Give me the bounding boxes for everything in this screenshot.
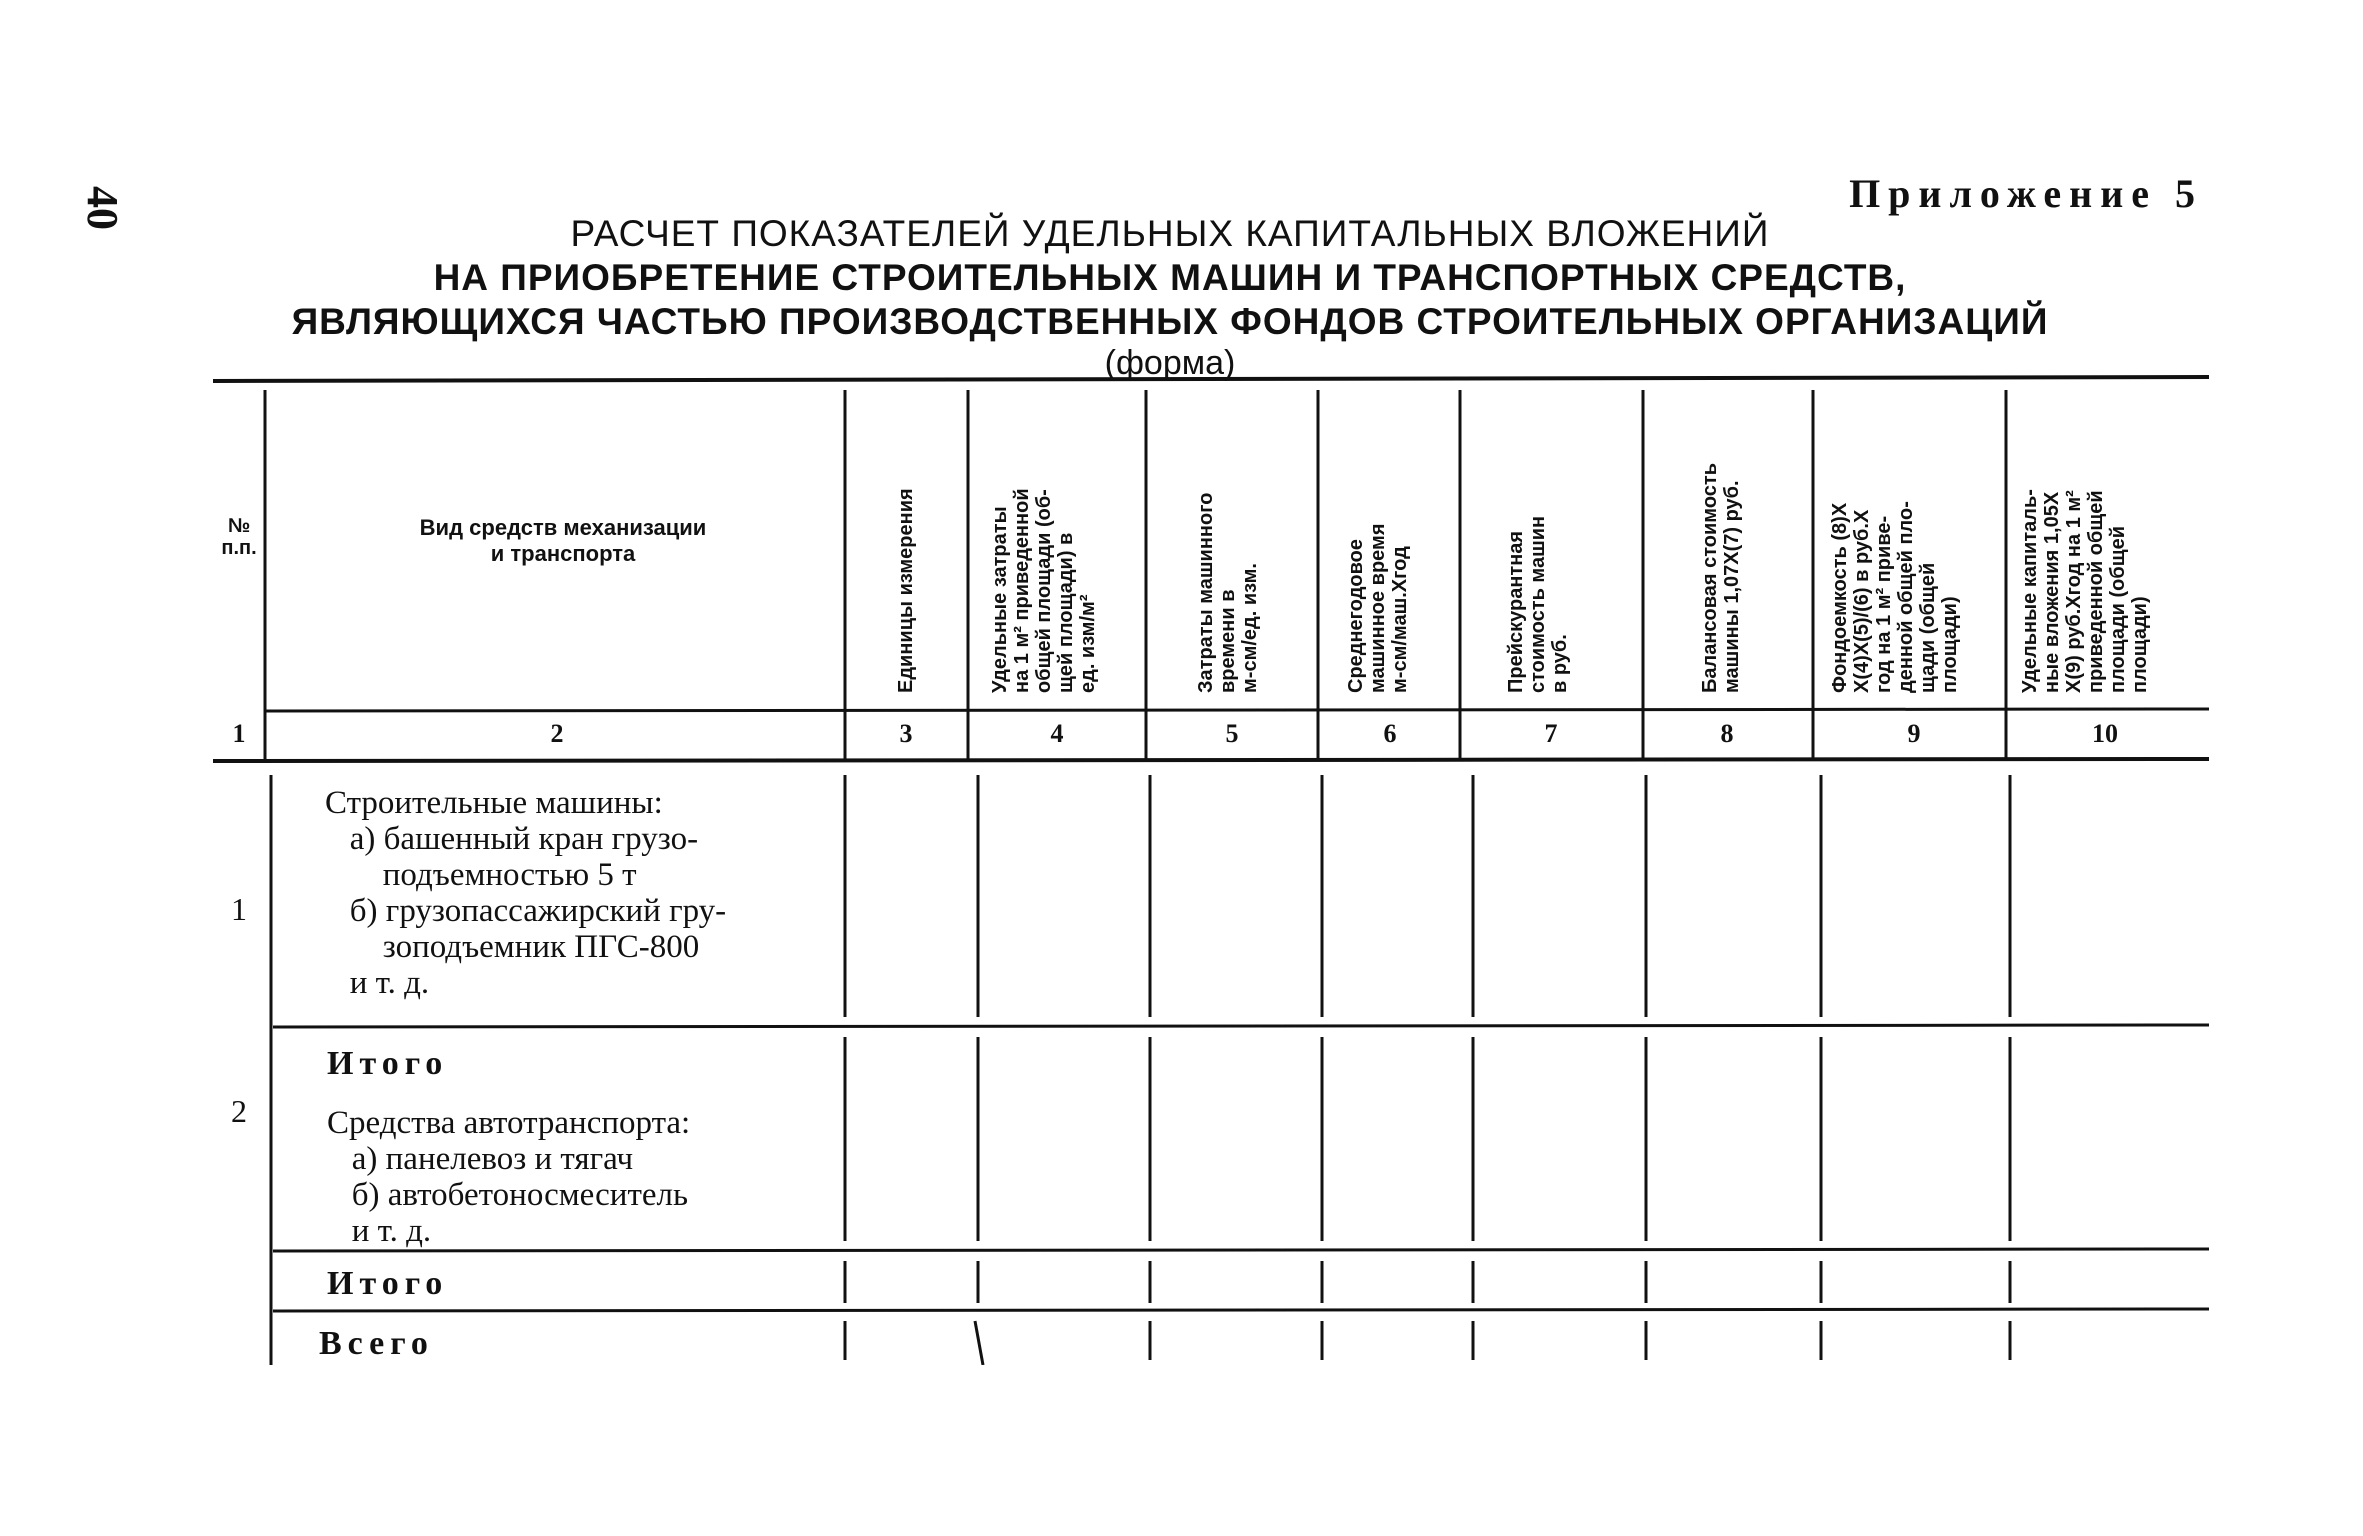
form-subtitle: (форма): [1104, 344, 1236, 382]
header-col-9: Фондоемкость (8)X X(4)X(5)/(6) в руб.X год на 1 м² приве- денной общей пло- щади (общей площади): [1829, 501, 1961, 693]
appendix-label: Приложение 5: [1849, 171, 2203, 216]
row-number-2: 2: [231, 1093, 247, 1129]
header-col-8: Балансовая стоимость машины 1,07X(7) руб.: [1699, 463, 1743, 693]
title-line-3: ЯВЛЯЮЩИХСЯ ЧАСТЬЮ ПРОИЗВОДСТВЕННЫХ ФОНДОВ СТРОИТЕЛЬНЫХ ОРГАНИЗАЦИЙ: [291, 301, 2049, 342]
header-col-3: Единицы измерения: [895, 488, 917, 693]
row-1-description: Строительные машины: а) башенный кран грузо- подъемностью 5 т б) грузопассажирский гру- зоподъемник ПГС-800 и т. д.: [325, 785, 727, 1001]
row-2-total: Итого: [327, 1265, 449, 1302]
column-number: 4: [1050, 719, 1064, 748]
row-number-1: 1: [231, 891, 247, 927]
row-1-total: Итого: [327, 1045, 449, 1082]
header-col-10: Удельные капиталь- ные вложения 1,05X X(9) руб.Xгод на 1 м² приведенной общей площади (общей площади): [2019, 489, 2151, 693]
column-number: 2: [550, 719, 564, 748]
header-col-7: Прейскурантная стоимость машин в руб.: [1505, 515, 1571, 693]
column-number: 1: [232, 719, 246, 748]
calculation-table: [213, 375, 2209, 1365]
column-number: 10: [2092, 719, 2118, 748]
grand-total: Всего: [319, 1325, 434, 1362]
column-number: 7: [1544, 719, 1558, 748]
column-number: 6: [1383, 719, 1397, 748]
page-number: 40: [78, 186, 127, 230]
title-line-1: РАСЧЕТ ПОКАЗАТЕЛЕЙ УДЕЛЬНЫХ КАПИТАЛЬНЫХ ВЛОЖЕНИЙ: [570, 213, 1770, 254]
title-line-2: НА ПРИОБРЕТЕНИЕ СТРОИТЕЛЬНЫХ МАШИН И ТРАНСПОРТНЫХ СРЕДСТВ,: [433, 257, 1907, 298]
header-col-2: Вид средств механизации и транспорта: [419, 515, 707, 566]
header-col-6: Среднегодовое машинное время м-см/маш.Xгод: [1345, 523, 1411, 693]
header-col-1: № п.п.: [221, 515, 257, 559]
column-number: 3: [899, 719, 913, 748]
header-col-5: Затраты машинного времени в м-см/ед. изм.: [1195, 492, 1261, 693]
row-2-description: Средства автотранспорта: а) панелевоз и тягач б) автобетоносмеситель и т. д.: [327, 1105, 691, 1249]
column-number: 5: [1225, 719, 1239, 748]
column-number: 9: [1907, 719, 1921, 748]
document-title: [220, 212, 2120, 382]
column-number: 8: [1720, 719, 1734, 748]
header-col-4: Удельные затраты на 1 м² приведенной общей площади (об- щей площади) в ед. изм/м²: [989, 488, 1099, 693]
